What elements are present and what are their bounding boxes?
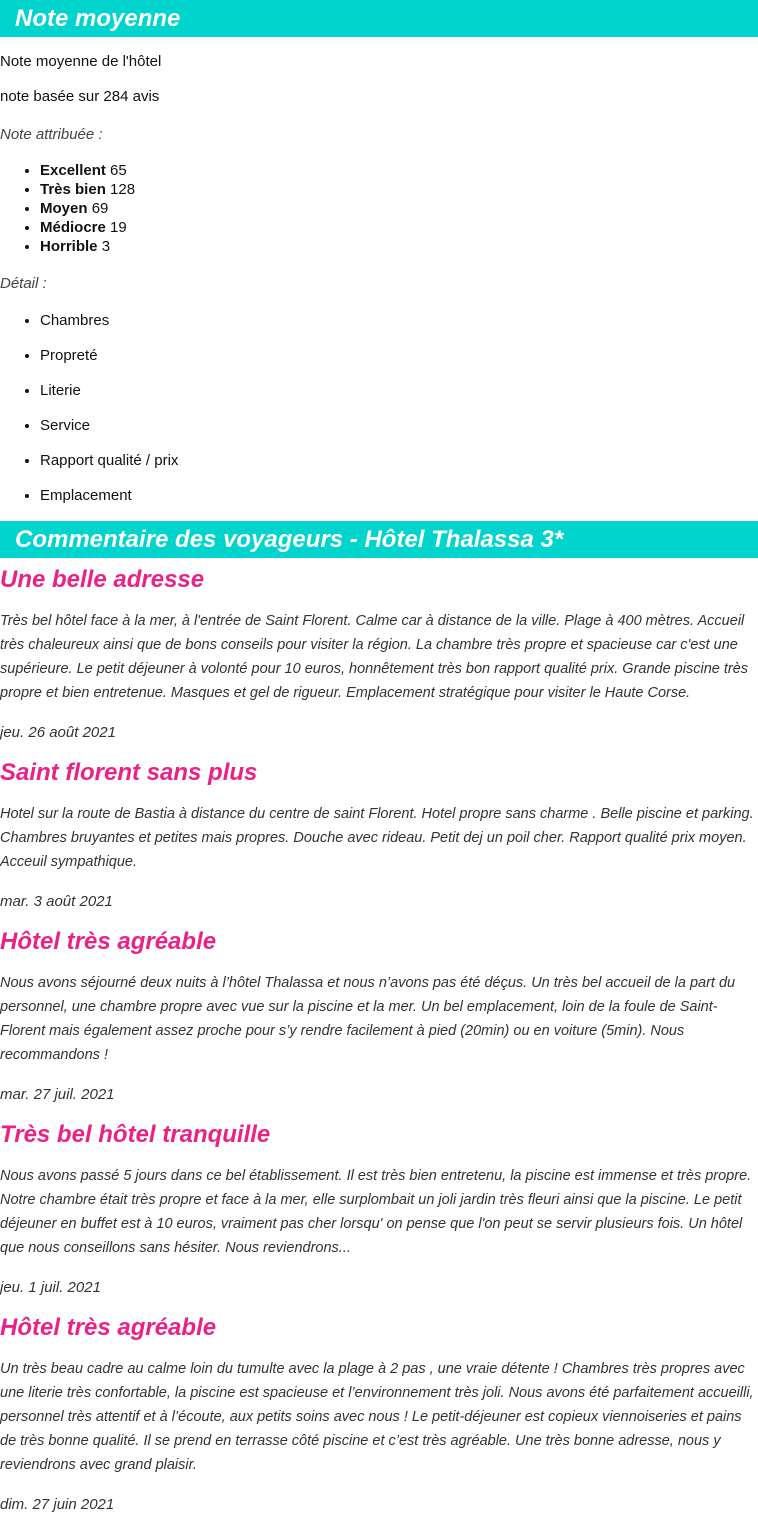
detail-label: Détail : bbox=[0, 275, 47, 292]
rating-count: 65 bbox=[110, 162, 127, 179]
rating-count: 69 bbox=[91, 200, 109, 217]
review-count-text: note basée sur 284 avis bbox=[0, 88, 160, 105]
detail-item-chambres: • Chambres bbox=[40, 311, 758, 331]
detail-item-emplacement: • Emplacement bbox=[40, 486, 758, 506]
attributed-rating-label: Note attribuée : bbox=[0, 126, 103, 143]
detail-item-literie: • Literie bbox=[40, 381, 758, 401]
detail-item-service: • Service bbox=[40, 416, 758, 436]
rating-label: Médiocre bbox=[40, 219, 106, 236]
review-item bbox=[0, 1121, 758, 1298]
rating-item-tres-bien bbox=[40, 180, 758, 199]
review-date: jeu. 26 août 2021 bbox=[0, 724, 116, 741]
review-body: Très bel hôtel face à la mer, à l'entrée de Saint Florent. Calme car à distance de la ville. Plage à 400 mètres. Accueil très chaleureux ainsi que de bons conseils pour visiter la région. La chambre très propre et spacieuse car c'est une supérieure. Le petit déjeuner à volonté pour 10 euros, honnêtement très bon rapport qualité prix. Grande piscine très propre et bien entretenue. Masques et gel de rigueur. Emplacement stratégique pour visiter le Haute Corse. bbox=[0, 613, 749, 701]
review-date: jeu. 1 juil. 2021 bbox=[0, 1279, 101, 1296]
rating-count: 128 bbox=[110, 181, 136, 198]
review-title: Saint florent sans plus bbox=[0, 759, 258, 786]
review-date: mar. 27 juil. 2021 bbox=[0, 1086, 115, 1103]
rating-count: 19 bbox=[110, 219, 127, 236]
rating-count: 3 bbox=[101, 238, 111, 255]
rating-label: Moyen bbox=[40, 200, 88, 217]
rating-section-header: Note moyenne bbox=[0, 0, 758, 37]
reviews-section-header: Commentaire des voyageurs - Hôtel Thalassa 3* bbox=[0, 521, 758, 558]
rating-item-horrible bbox=[40, 237, 758, 256]
review-item bbox=[0, 759, 758, 912]
review-body: Nous avons séjourné deux nuits à l’hôtel Thalassa et nous n’avons pas été déçus. Un très bel accueil de la part du personnel, une chambre propre avec vue sur la piscine et la mer. Un bel emplacement, loin de la foule de Saint-Florent mais également assez proche pour s’y rendre facilement à pied (20min) ou en voiture (5min). Nous recommandons ! bbox=[0, 975, 736, 1063]
review-date: dim. 27 juin 2021 bbox=[0, 1496, 115, 1513]
rating-item-moyen bbox=[40, 199, 758, 218]
review-item bbox=[0, 566, 758, 743]
review-item bbox=[0, 928, 758, 1105]
review-body: Un très beau cadre au calme loin du tumulte avec la plage à 2 pas , une vraie détente ! Chambres très propres avec une literie très confortable, la piscine est spacieuse et l’environnement très joli. Nous avons été parfaitement accueilli, personnel très attentif et à l’écoute, aux petits soins avec nous ! Le petit-déjeuner est copieux viennoiseries et pains de très bonne qualité. Il se prend en terrasse côté piscine et c’est très agréable. Une très bonne adresse, nous y reviendrons avec grand plaisir. bbox=[0, 1361, 754, 1473]
rating-label: Très bien bbox=[40, 181, 106, 198]
rating-breakdown-list bbox=[0, 161, 758, 256]
detail-item-rapport-qualite-prix: • Rapport qualité / prix bbox=[40, 451, 758, 471]
rating-item-mediocre bbox=[40, 218, 758, 237]
review-body: Hotel sur la route de Bastia à distance du centre de saint Florent. Hotel propre sans charme . Belle piscine et parking. Chambres bruyantes et petites mais propres. Douche avec rideau. Petit dej un poil cher. Rapport qualité prix moyen. Acceuil sympathique. bbox=[0, 806, 754, 870]
review-item bbox=[0, 1314, 758, 1515]
rating-label: Excellent bbox=[40, 162, 106, 179]
review-title: Hôtel très agréable bbox=[0, 1314, 217, 1341]
detail-criteria-list bbox=[0, 311, 758, 506]
review-date: mar. 3 août 2021 bbox=[0, 893, 113, 910]
hotel-average-label: Note moyenne de l'hôtel bbox=[0, 53, 162, 70]
rating-label: Horrible bbox=[40, 238, 98, 255]
review-title: Une belle adresse bbox=[0, 566, 205, 593]
review-body: Nous avons passé 5 jours dans ce bel établissement. Il est très bien entretenu, la piscine est immense et très propre. Notre chambre était très propre et face à la mer, elle surplombait un joli jardin très fleuri ainsi que la piscine. Le petit déjeuner en buffet est à 10 euros, vraiment pas cher lorsqu' on pense que l'on peut se servir plusieurs fois. Un hôtel que nous conseillons sans hésiter. Nous reviendrons... bbox=[0, 1168, 752, 1256]
review-title: Hôtel très agréable bbox=[0, 928, 217, 955]
review-title: Très bel hôtel tranquille bbox=[0, 1121, 271, 1148]
rating-item-excellent bbox=[40, 161, 758, 180]
detail-item-proprete: • Propreté bbox=[40, 346, 758, 366]
